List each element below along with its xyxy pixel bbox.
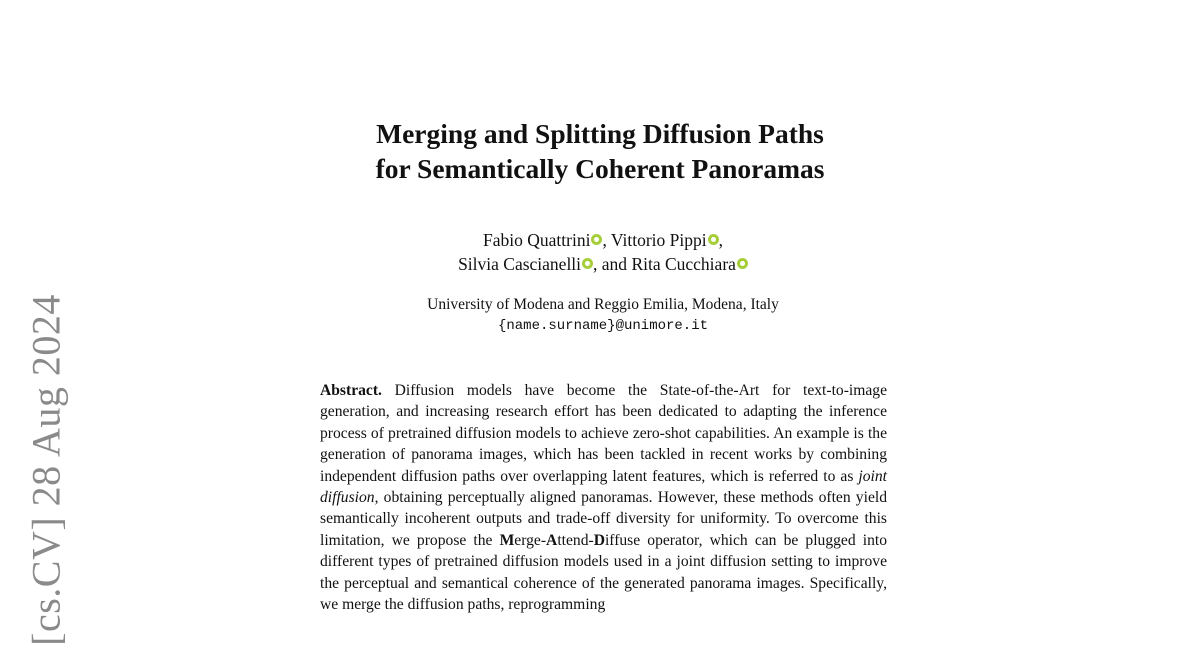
abstract <box>320 380 887 615</box>
author-separator: , and <box>593 254 632 274</box>
author-separator: , <box>718 230 723 250</box>
title-line-2: for Semantically Coherent Panoramas <box>375 153 825 184</box>
title-line-1: Merging and Splitting Diffusion Paths <box>376 118 824 149</box>
orcid-icon[interactable] <box>737 258 748 269</box>
operator-text: erge- <box>514 531 547 549</box>
abstract-label: Abstract. <box>320 382 382 399</box>
authors-line-1 <box>0 228 1200 252</box>
operator-text: ttend- <box>557 531 594 549</box>
arxiv-stamp: [cs.CV] 28 Aug 2024 <box>23 294 69 646</box>
abstract-italic-term: joint diffusion <box>320 467 887 507</box>
author-name: Silvia Cascianelli <box>458 254 582 274</box>
author-name: Vittorio Pippi <box>610 230 707 250</box>
abstract-text: , obtaining perceptually aligned panoramas. However, these methods often yield semantically incoherent outputs and trade-off diversity for uniformity. To overcome this limitation, we propose the <box>320 489 887 549</box>
orcid-icon[interactable] <box>591 234 602 245</box>
operator-initial: M <box>499 531 515 549</box>
operator-initial: D <box>593 531 605 549</box>
authors-line-2 <box>0 252 1200 276</box>
paper-title <box>0 116 1200 186</box>
author-name: Fabio Quattrini <box>483 230 591 250</box>
orcid-icon[interactable] <box>582 258 593 269</box>
operator-initial: A <box>546 531 558 549</box>
author-name: Rita Cucchiara <box>631 254 736 274</box>
affiliation: University of Modena and Reggio Emilia, Modena, Italy <box>427 296 779 313</box>
email-address[interactable]: {name.surname}@unimore.it <box>497 318 709 334</box>
orcid-icon[interactable] <box>708 234 719 245</box>
abstract-text: Diffusion models have become the State-of-the-Art for text-to-image generation, and increasing research effort has been dedicated to adapting the inference process of pretrained diffusion models to achieve zero-shot capabilities. An example is the generation of panorama images, which has been tackled in recent works by combining independent diffusion paths over overlapping latent features, which is referred to as <box>320 382 887 485</box>
authors <box>0 228 1200 276</box>
abstract-text: iffuse operator, which can be plugged into different types of pretrained diffusion models used in a joint diffusion setting to improve the perceptual and semantical coherence of the generated panorama images. Specifically, we merge the diffusion paths, reprogramming <box>320 531 888 614</box>
author-separator: , <box>602 230 611 250</box>
